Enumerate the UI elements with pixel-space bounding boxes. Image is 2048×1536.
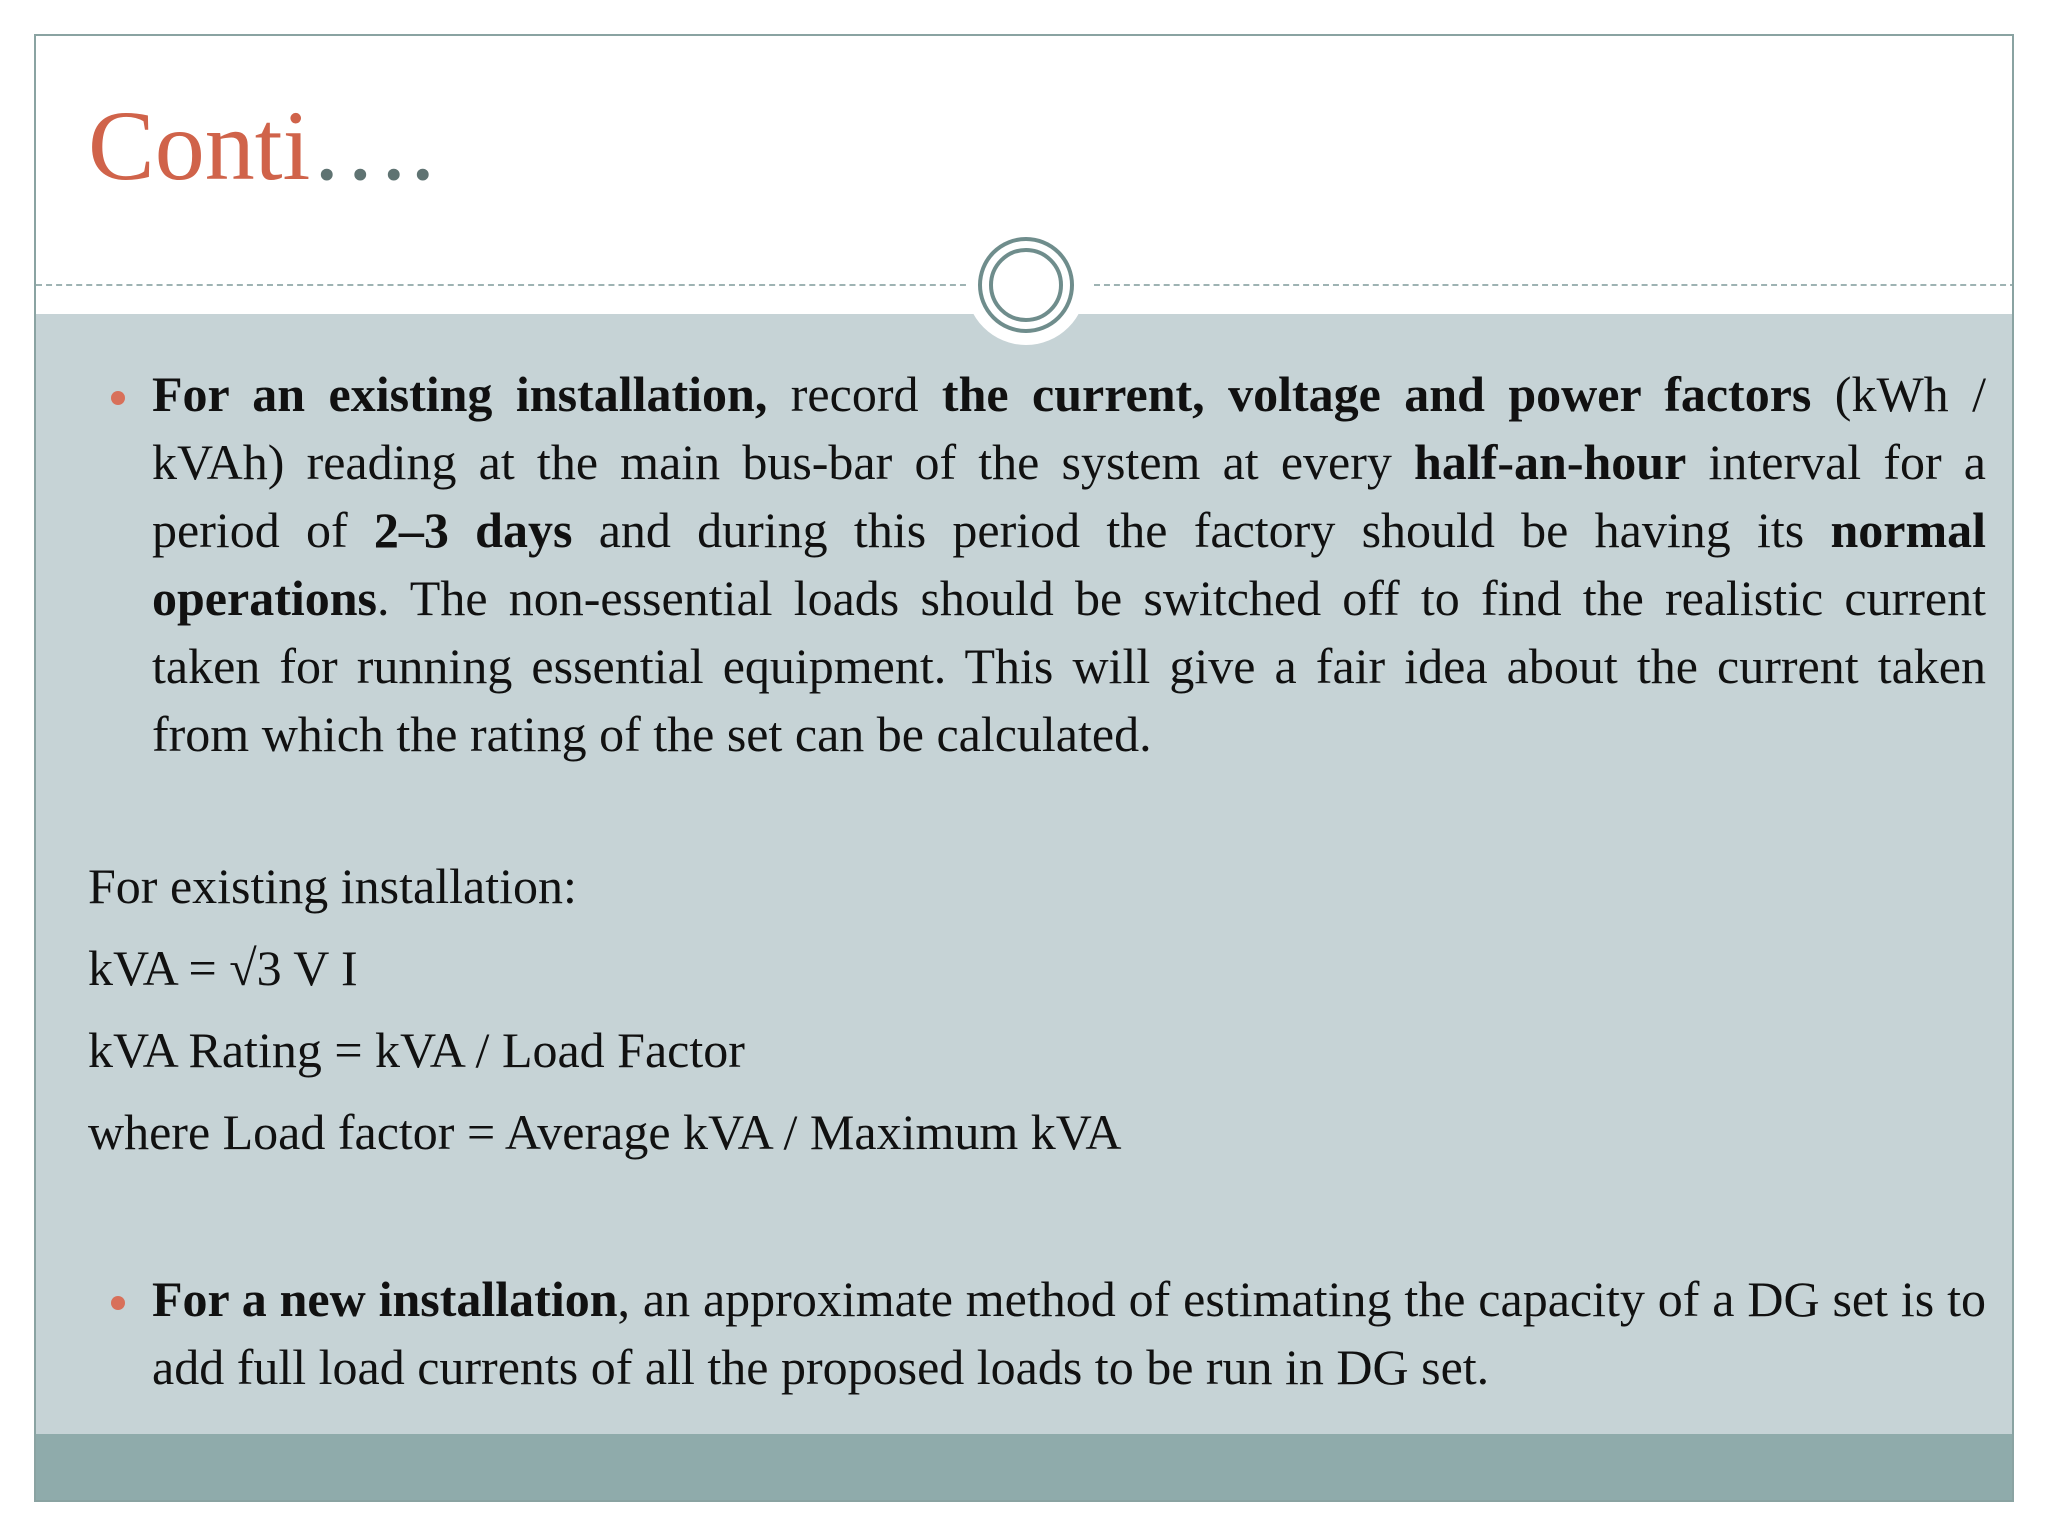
bullet1-text-3: interval for a period of [152,434,1986,558]
bullet1-text-4: and during this period the factory should be having its [572,502,1831,558]
ring-outer-circle [978,237,1074,333]
formula-kva-rating: kVA Rating = kVA / Load Factor [88,1022,745,1078]
slide-title-ellipsis: …. [310,90,436,201]
slide-title [88,90,436,201]
bullet1-bold-1: For an existing installation, [152,366,768,422]
formula-load-factor: where Load factor = Average kVA / Maximum kVA [88,1104,1122,1160]
bullet1-bold-2: the current, voltage and power factors [941,366,1812,422]
ring-ornament-icon [966,225,1086,345]
bullet-existing-installation [152,360,1986,768]
bullet1-bold-5: normal operations [152,502,1987,626]
formula-kva: kVA = √3 V I [88,940,358,996]
bullet2-bold-1: For a new installation [152,1271,618,1327]
slide-title-text: Conti [88,90,311,201]
bullet1-bold-3: half-an-hour [1414,434,1687,490]
bullet2-text-1: , an approximate method of estimating the capacity of a DG set is to add full load currents of all the proposed loads to be run in DG set. [152,1271,1986,1395]
title-divider-right [1094,284,2014,286]
bullet1-text-2: (kWh / kVAh) reading at the main bus-bar of the system at every [152,366,1986,490]
bullet-dot-icon [111,391,125,405]
bullet1-bold-4: 2–3 days [373,502,573,558]
bullet1-text-1: record [767,366,942,422]
formula-heading: For existing installation: [88,858,577,914]
bullet-new-installation [152,1265,1986,1401]
title-divider-left [36,284,976,286]
footer-band [36,1434,2012,1502]
bullet-dot-icon [111,1296,125,1310]
ring-inner-circle [989,248,1063,322]
slide [34,34,2014,1502]
bullet1-text-5: . The non-essential loads should be switched off to find the realistic current taken for running essential equipment. This will give a fair idea about the current taken from which the rating of the set can be calculated. [152,570,1986,762]
